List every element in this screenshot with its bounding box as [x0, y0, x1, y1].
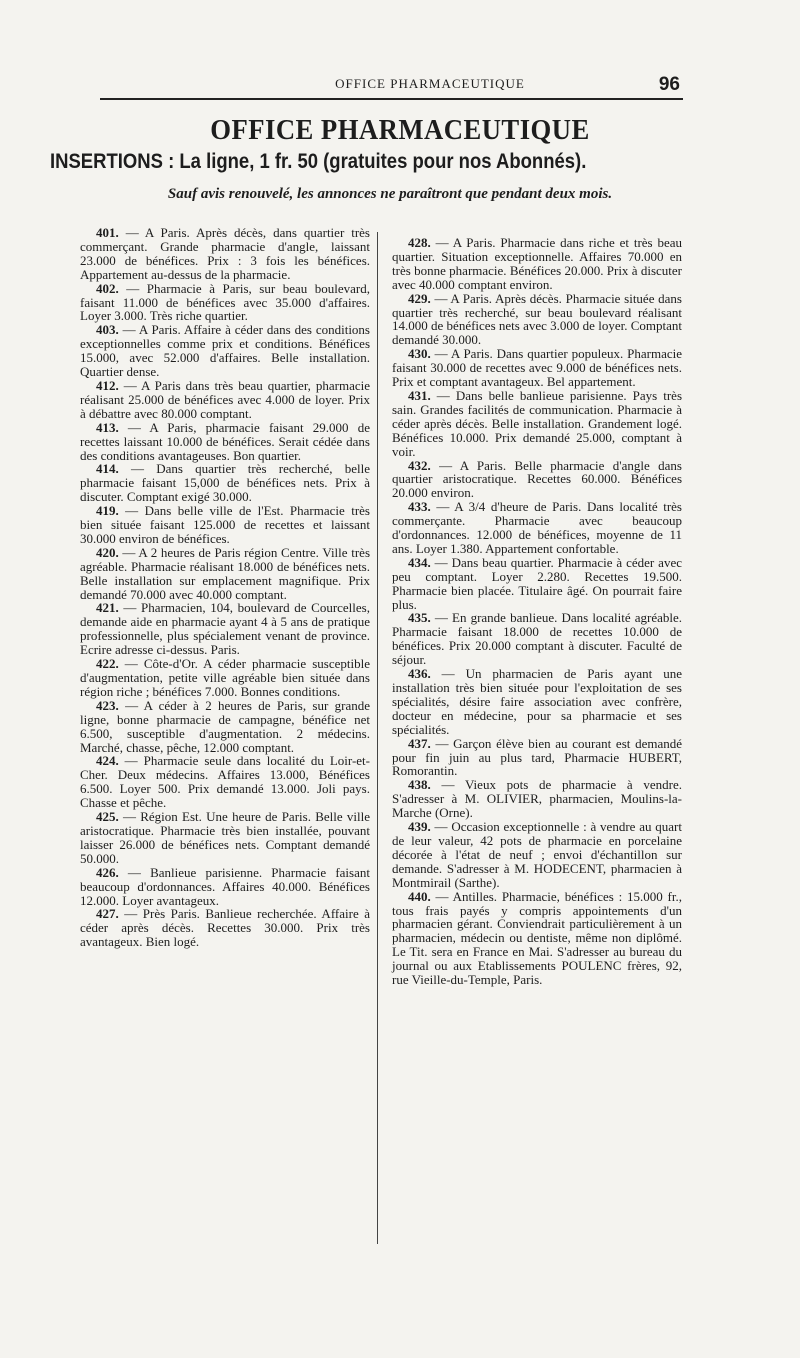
ad-number: 440. [408, 888, 431, 904]
ad-list-left [80, 226, 370, 949]
classified-ad [80, 546, 370, 602]
classified-ad [80, 379, 370, 421]
classified-ad [80, 323, 370, 379]
ad-text: — A céder à 2 heures de Paris, sur grande ligne, bonne pharmacie de campagne, bénéfice net 6.500, susceptible d'augmentation. 2 médecins. Marché, chasse, pêche, 12.000 comptant. [80, 697, 370, 755]
ad-number: 414. [96, 461, 119, 477]
classified-ad [392, 737, 682, 779]
classified-ad [392, 292, 682, 348]
ad-number: 438. [408, 777, 431, 793]
ad-number: 403. [96, 322, 119, 338]
insertions-rate: INSERTIONS : La ligne, 1 fr. 50 (gratuites pour nos Abonnés). [50, 150, 587, 173]
ad-number: 437. [408, 735, 431, 751]
classified-ad [392, 459, 682, 501]
classified-ad [392, 778, 682, 820]
running-title: OFFICE PHARMACEUTIQUE [335, 76, 525, 91]
ad-list-right [392, 236, 682, 987]
renewal-notice: Sauf avis renouvelé, les annonces ne paraîtront que pendant deux mois. [167, 186, 613, 202]
classified-ad [392, 500, 682, 556]
classified-ad [80, 462, 370, 504]
ad-text: — A Paris. Après décès, dans quartier très commerçant. Grande pharmacie d'angle, laissant 23.000 de bénéfices. Prix : 3 fois les bénéfices. Appartement au-dessus de la pharmacie. [80, 225, 370, 282]
classified-ad [80, 657, 370, 699]
ad-text: — Un pharmacien de Paris ayant une installation très bien située pour l'exploitation de ses spécialités, désire faire association avec confrère, docteur en médecine, pour sa pharmacie et ses spécialités. [392, 666, 682, 737]
ad-number: 429. [408, 290, 431, 306]
ad-number: 432. [408, 457, 431, 473]
ad-text: — Garçon élève bien au courant est demandé pour fin juin au plus tard, Pharmacie HUBERT, Romorantin. [392, 735, 682, 779]
ad-text: — Pharmacie à Paris, sur beau boulevard, faisant 11.000 de bénéfices avec 35.000 d'affaires. Loyer 3.000. Très riche quartier. [80, 280, 370, 324]
ad-number: 435. [408, 610, 431, 626]
classified-ad [80, 866, 370, 908]
ad-number: 428. [408, 235, 431, 250]
ad-number: 422. [96, 656, 119, 672]
column-divider [377, 232, 378, 1244]
ad-number: 430. [408, 346, 431, 362]
classified-ad [392, 556, 682, 612]
left-column [80, 226, 370, 949]
ad-number: 413. [96, 419, 119, 435]
ad-text: — A Paris. Affaire à céder dans des conditions exceptionnelles comme prix et conditions. Bénéfices 15.000, avec 52.000 d'affaires. Belle installation. Quartier dense. [80, 322, 370, 380]
ad-number: 431. [408, 387, 431, 403]
classified-ad [392, 611, 682, 667]
ad-number: 433. [408, 499, 431, 515]
ad-number: 426. [96, 864, 119, 880]
ad-text: — A 2 heures de Paris région Centre. Ville très agréable. Pharmacie réalisant 18.000 de bénéfices nets. Belle installation sur emplacement magnifique. Prix demandé 70.000 avec 40.000 comptant. [80, 544, 370, 602]
classified-ad [392, 389, 682, 459]
ad-text: — A Paris. Belle pharmacie d'angle dans quartier aristocratique. Recettes 60.000. Bénéfices 20.000 environ. [392, 457, 682, 501]
ad-number: 427. [96, 906, 119, 922]
classified-ad [392, 236, 682, 292]
ad-text: — Antilles. Pharmacie, bénéfices : 15.000 fr., tous frais payés y compris appointements d'un pharmacien gérant. Conviendrait particulièrement à un pharmacien, médecin ou dentiste, même non diplômé. Le Tit. sera en France en Mai. S'adresser au bureau du journal ou aux Etablissements POULENC frères, 92, rue Vieille-du-Temple, Paris. [392, 888, 682, 988]
page-title: OFFICE PHARMACEUTIQUE [210, 114, 590, 146]
ad-number: 436. [408, 666, 431, 682]
classified-ad [392, 890, 682, 987]
classified-ad [80, 907, 370, 949]
ad-text: — Près Paris. Banlieue recherchée. Affaire à céder après décès. Recettes 30.000. Prix très avantageux. Bien logé. [80, 906, 370, 950]
classified-ad [80, 504, 370, 546]
classified-ad [80, 754, 370, 810]
classified-ad [80, 699, 370, 755]
ad-number: 402. [96, 280, 119, 296]
ad-text: — En grande banlieue. Dans localité agréable. Pharmacie faisant 18.000 de recettes 10.000 de bénéfices. Prix 20.000 comptant à discuter. Faculté de séjour. [392, 610, 682, 668]
ad-number: 423. [96, 697, 119, 713]
ad-text: — Dans beau quartier. Pharmacie à céder avec peu comptant. Loyer 2.280. Recettes 19.500. Pharmacie bien placée. Titulaire âgé. On pourrait faire plus. [392, 554, 682, 612]
ad-number: 419. [96, 503, 119, 519]
ad-number: 425. [96, 809, 119, 825]
ad-text: — A Paris dans très beau quartier, pharmacie réalisant 25.000 de bénéfices avec 4.000 de loyer. Prix à débattre avec 80.000 comptant. [80, 377, 370, 421]
ad-text: — Banlieue parisienne. Pharmacie faisant beaucoup d'ordonnances. Affaires 40.000. Bénéfices 12.000. Loyer avantageux. [80, 864, 370, 908]
right-column [392, 236, 682, 987]
ad-text: — Occasion exceptionnelle : à vendre au quart de leur valeur, 42 pots de pharmacie en porcelaine décorée à l'état de neuf ; envoi d'échantillon sur demande. S'adresser à M. HODECENT, pharmacien à Montmirail (Sarthe). [392, 819, 682, 890]
classified-ad [392, 347, 682, 389]
ad-number: 420. [96, 544, 119, 560]
ad-text: — Côte-d'Or. A céder pharmacie susceptible d'augmentation, petite ville agréable bien située dans région riche ; bénéfices 7.000. Bonnes conditions. [80, 656, 370, 699]
classified-ad [392, 667, 682, 737]
ad-text: — A Paris. Dans quartier populeux. Pharmacie faisant 30.000 de recettes avec 9.000 de bénéfices nets. Prix et comptant avantageux. Bel appartement. [392, 346, 682, 390]
classified-ad [80, 226, 370, 282]
ad-text: — A 3/4 d'heure de Paris. Dans localité très commerçante. Pharmacie avec beaucoup d'ordonnances. 12.000 de bénéfices, moyenne de 11 ans. Loyer 1.380. Appartement confortable. [392, 499, 682, 556]
classified-ad [80, 282, 370, 324]
ad-text: — Pharmacie seule dans localité du Loir-et-Cher. Deux médecins. Affaires 13.000, Bénéfices 6.500. Loyer 500. Prix demandé 13.000. Joli pays. Chasse et pêche. [80, 753, 370, 811]
header-rule [100, 98, 683, 100]
ad-number: 412. [96, 377, 119, 393]
ad-text: — Pharmacien, 104, boulevard de Courcelles, demande aide en pharmacie ayant 4 à 5 ans de pratique professionnelle, plus spécialement venant de province. Ecrire adresse ci-dessus. Paris. [80, 600, 370, 658]
page-number: 96 [658, 74, 680, 95]
ad-number: 434. [408, 554, 431, 570]
ad-text: — Dans belle ville de l'Est. Pharmacie très bien située faisant 125.000 de recettes et laissant 30.000 environ de bénéfices. [80, 503, 370, 546]
ad-text: — Région Est. Une heure de Paris. Belle ville aristocratique. Pharmacie très bien installée, pouvant laisser 26.000 de bénéfices nets. Comptant demandé 50.000. [80, 809, 370, 866]
classified-ad [80, 421, 370, 463]
ad-number: 424. [96, 753, 119, 769]
classified-ad [80, 601, 370, 657]
classified-ad [80, 810, 370, 866]
running-head [100, 76, 700, 106]
ad-text: — A Paris. Après décès. Pharmacie située dans quartier très recherché, sur beau boulevard réalisant 14.000 de bénéfices nets avec 3.000 de loyer. Comptant demandé 30.000. [392, 290, 682, 348]
ad-number: 421. [96, 600, 119, 616]
ad-text: — Dans quartier très recherché, belle pharmacie faisant 15,000 de bénéfices nets. Prix à discuter. Comptant exigé 30.000. [80, 461, 370, 505]
ad-number: 439. [408, 819, 431, 835]
ad-text: — Dans belle banlieue parisienne. Pays très sain. Grandes facilités de communication. Pharmacie à céder après décès. Belle installation. Grandement logé. Bénéfices 10.000. Prix demandé 25.000, comptant à voir. [392, 387, 682, 459]
ad-number: 401. [96, 225, 119, 240]
ad-text: — Vieux pots de pharmacie à vendre. S'adresser à M. OLIVIER, pharmacien, Moulins-la-Marche (Orne). [392, 777, 682, 821]
ad-text: — A Paris, pharmacie faisant 29.000 de recettes laissant 10.000 de bénéfices. Serait cédée dans des conditions avantageuses. Bon quartier. [80, 419, 370, 463]
ad-text: — A Paris. Pharmacie dans riche et très beau quartier. Situation exceptionnelle. Affaires 70.000 en très bonne pharmacie. Bénéfices 20.000. Prix à discuter avec 40.000 comptant environ. [392, 235, 682, 292]
classified-ad [392, 820, 682, 890]
